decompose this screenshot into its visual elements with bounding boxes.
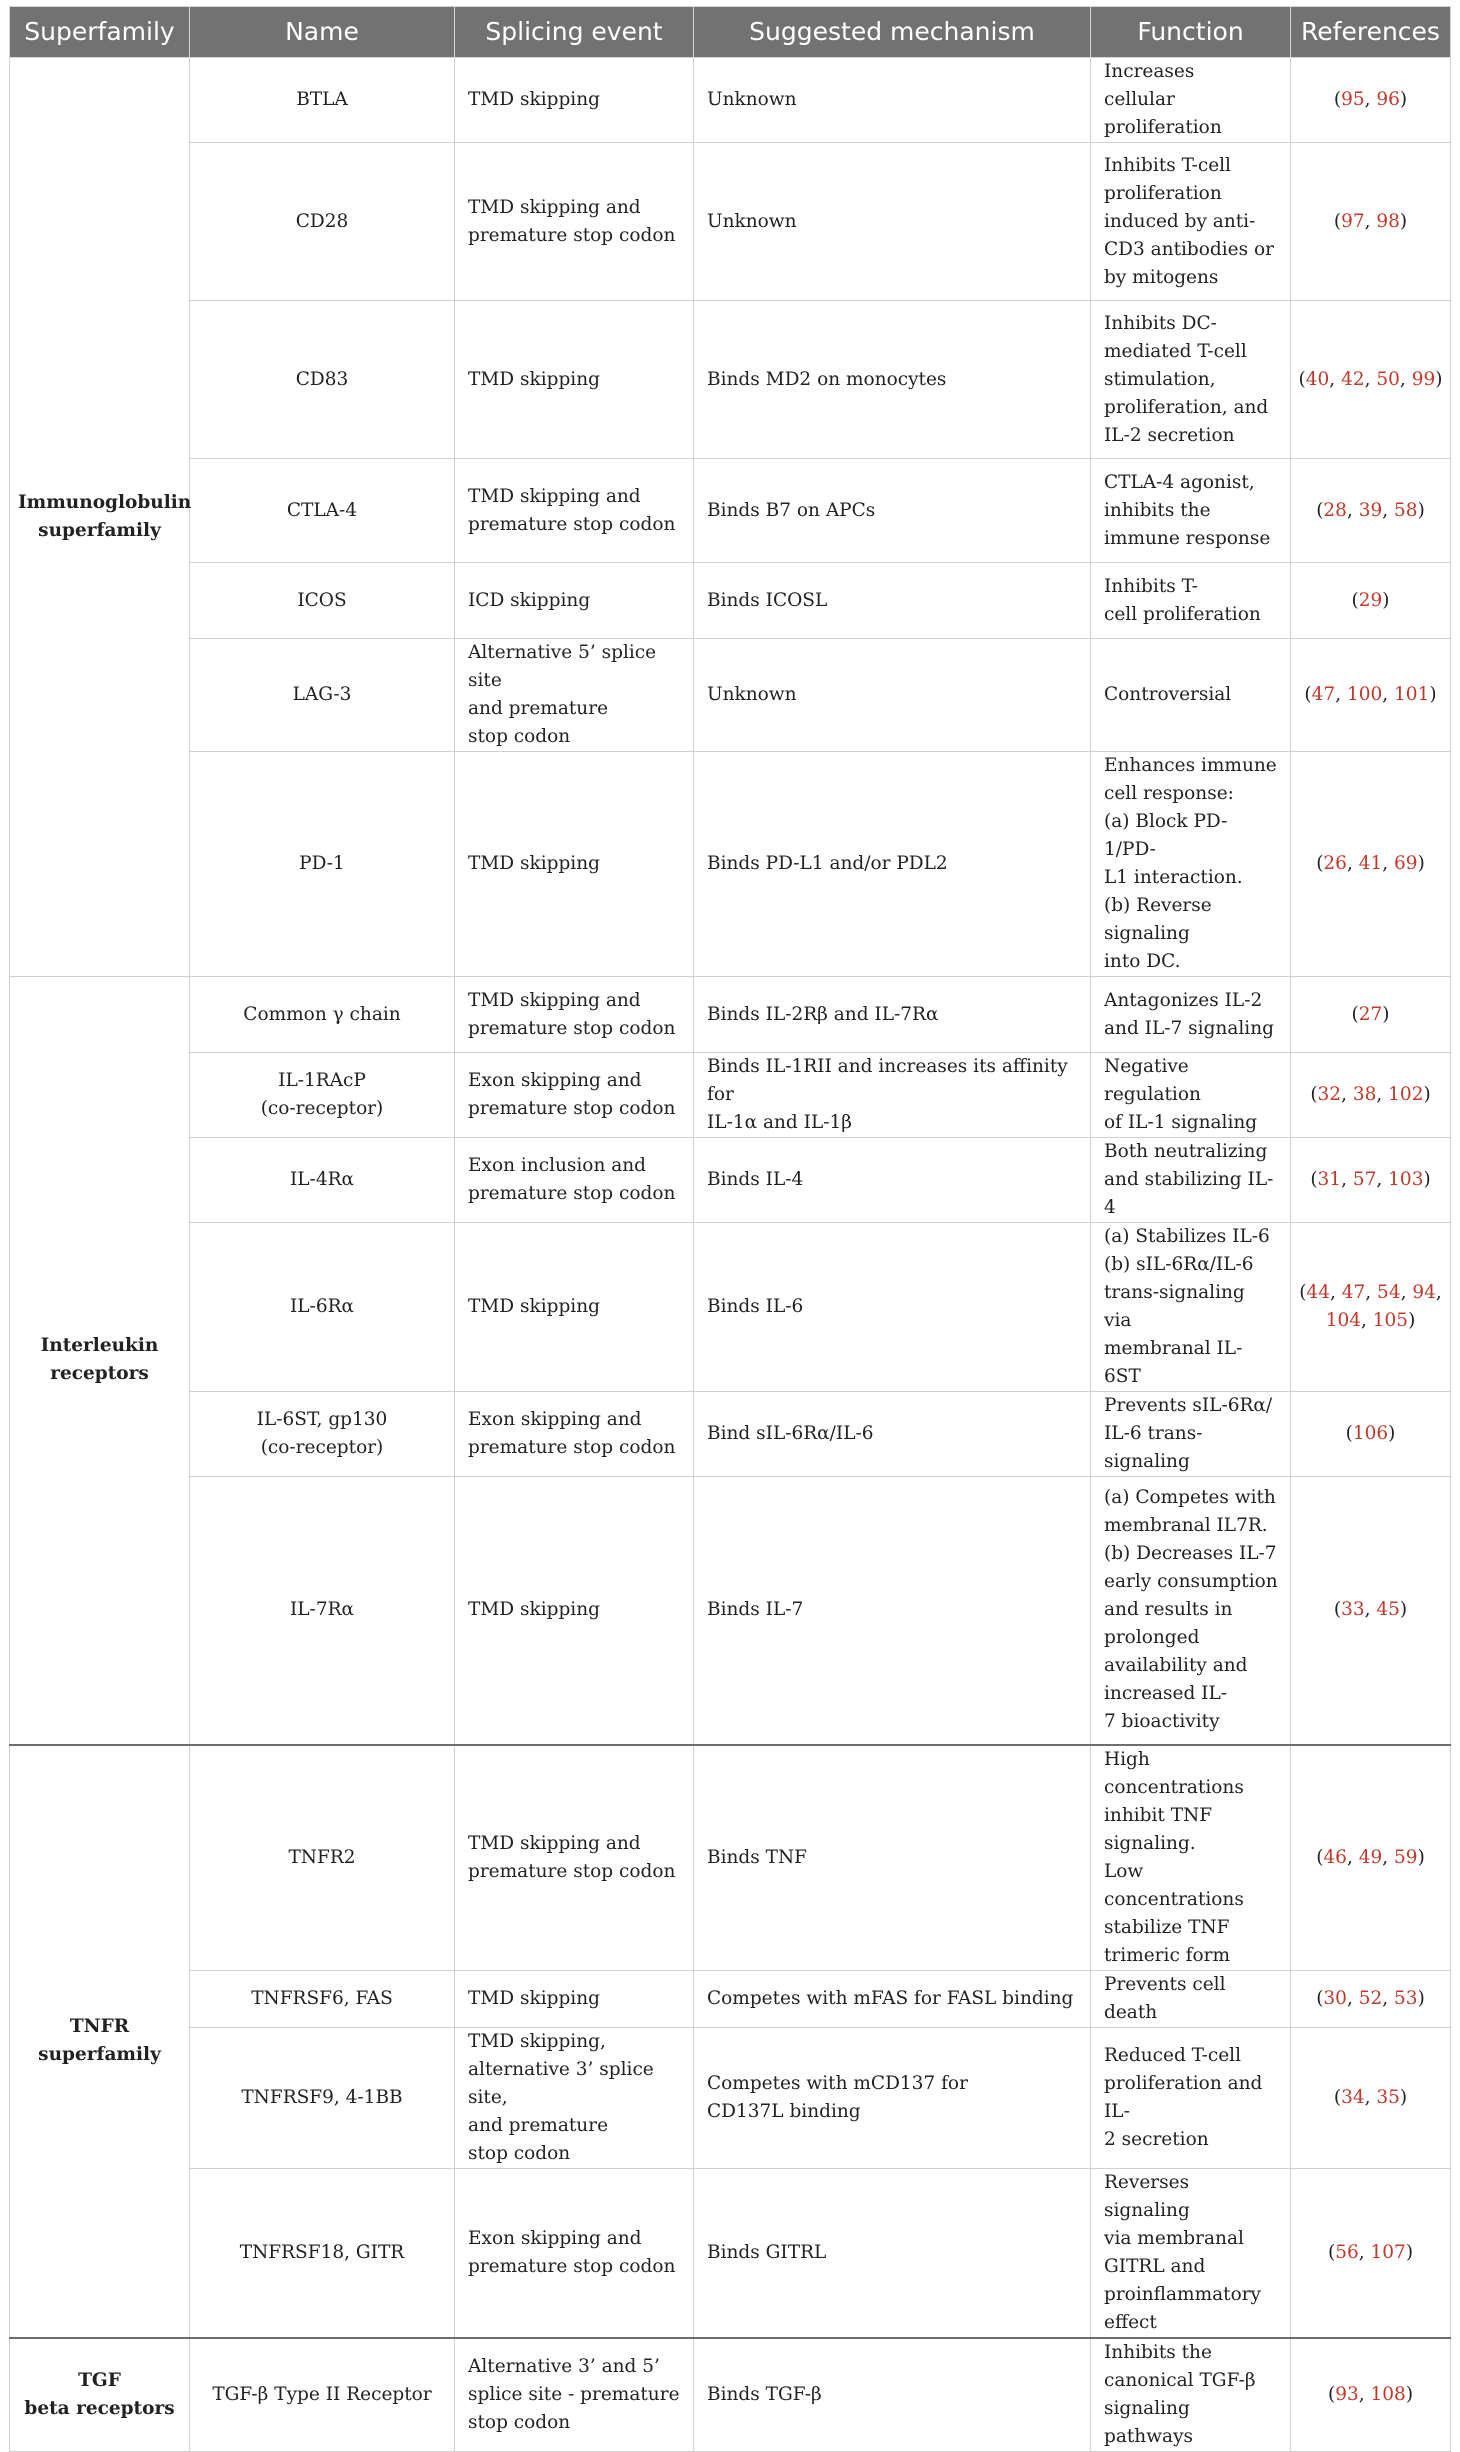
reference-link[interactable]: 38: [1352, 1084, 1377, 1105]
references-cell: (46, 49, 59): [1291, 1745, 1451, 1971]
mechanism-cell: Binds PD-L1 and/or PDL2: [694, 752, 1091, 977]
reference-link[interactable]: 94: [1412, 1282, 1436, 1303]
name-cell: TNFR2: [190, 1745, 455, 1971]
function-cell: Enhances immune cell response: (a) Block PD-1/PD- L1 interaction. (b) Reverse signaling into DC.: [1091, 752, 1291, 977]
table-row: [10, 639, 1451, 752]
name-cell: CD28: [190, 143, 455, 301]
table-row: [10, 1745, 1451, 1971]
function-cell: Reverses signaling via membranal GITRL and proinflammatory effect: [1091, 2168, 1291, 2338]
splicing-event-cell: Exon skipping and premature stop codon: [455, 1053, 694, 1138]
mechanism-cell: Binds TNF: [694, 1745, 1091, 1971]
mechanism-cell: Binds B7 on APCs: [694, 459, 1091, 563]
table-row: [10, 1138, 1451, 1223]
references-cell: (30, 52, 53): [1291, 1970, 1451, 2027]
reference-link[interactable]: 108: [1370, 2383, 1406, 2405]
references-cell: (47, 100, 101): [1291, 639, 1451, 752]
reference-link[interactable]: 54: [1377, 1282, 1401, 1303]
references-cell: (40, 42, 50, 99): [1291, 301, 1451, 459]
reference-link[interactable]: 101: [1394, 684, 1430, 705]
reference-link[interactable]: 52: [1358, 1987, 1383, 2009]
reference-link[interactable]: 46: [1323, 1846, 1347, 1868]
mechanism-cell: Competes with mFAS for FASL binding: [694, 1970, 1091, 2027]
header-row: [10, 7, 1451, 58]
mechanism-cell: Unknown: [694, 58, 1091, 143]
references-cell: (44, 47, 54, 94, 104, 105): [1291, 1223, 1451, 1392]
reference-link[interactable]: 44: [1306, 1282, 1330, 1303]
function-cell: CTLA-4 agonist, inhibits the immune response: [1091, 459, 1291, 563]
references-cell: (106): [1291, 1392, 1451, 1477]
name-cell: TNFRSF18, GITR: [190, 2168, 455, 2338]
references-cell: (33, 45): [1291, 1477, 1451, 1745]
superfamily-cell: Immunoglobulin superfamily: [10, 58, 190, 977]
function-cell: Inhibits T- cell proliferation: [1091, 563, 1291, 639]
splicing-event-cell: Exon skipping and premature stop codon: [455, 2168, 694, 2338]
function-cell: (a) Competes with membranal IL7R. (b) Decreases IL-7 early consumption and results in prolonged availability and increased IL- 7 bioactivity: [1091, 1477, 1291, 1745]
splicing-event-cell: Alternative 3’ and 5’ splice site - premature stop codon: [455, 2338, 694, 2452]
reference-link[interactable]: 49: [1358, 1846, 1383, 1868]
table-row: [10, 301, 1451, 459]
reference-link[interactable]: 45: [1376, 1599, 1400, 1621]
reference-link[interactable]: 26: [1323, 853, 1347, 874]
function-cell: Controversial: [1091, 639, 1291, 752]
splice-variants-table: [9, 6, 1451, 2452]
function-cell: Increases cellular proliferation: [1091, 58, 1291, 143]
header-name: Name: [190, 7, 455, 58]
header-references: References: [1291, 7, 1451, 58]
references-cell: (26, 41, 69): [1291, 752, 1451, 977]
table-row: [10, 1970, 1451, 2027]
name-cell: TNFRSF9, 4-1BB: [190, 2027, 455, 2168]
name-cell: IL-6ST, gp130 (co-receptor): [190, 1392, 455, 1477]
mechanism-cell: Binds IL-7: [694, 1477, 1091, 1745]
reference-link[interactable]: 103: [1388, 1169, 1424, 1190]
reference-link[interactable]: 102: [1388, 1084, 1424, 1105]
superfamily-cell: TGF beta receptors: [10, 2338, 190, 2452]
name-cell: Common γ chain: [190, 977, 455, 1053]
reference-link[interactable]: 27: [1358, 1003, 1383, 1025]
mechanism-cell: Binds IL-4: [694, 1138, 1091, 1223]
reference-link[interactable]: 69: [1394, 853, 1418, 874]
reference-link[interactable]: 29: [1358, 589, 1383, 611]
table-header: [10, 7, 1451, 58]
superfamily-cell: TNFR superfamily: [10, 1745, 190, 2338]
name-cell: IL-4Rα: [190, 1138, 455, 1223]
splicing-event-cell: Exon skipping and premature stop codon: [455, 1392, 694, 1477]
function-cell: Inhibits DC- mediated T-cell stimulation, proliferation, and IL-2 secretion: [1091, 301, 1291, 459]
references-cell: (28, 39, 58): [1291, 459, 1451, 563]
reference-link[interactable]: 96: [1376, 89, 1400, 110]
mechanism-cell: Unknown: [694, 143, 1091, 301]
reference-link[interactable]: 95: [1341, 89, 1365, 110]
splicing-event-cell: Exon inclusion and premature stop codon: [455, 1138, 694, 1223]
reference-link[interactable]: 106: [1352, 1423, 1389, 1444]
reference-link[interactable]: 30: [1323, 1987, 1347, 2009]
reference-link[interactable]: 93: [1335, 2383, 1359, 2405]
splicing-event-cell: TMD skipping and premature stop codon: [455, 977, 694, 1053]
function-cell: Antagonizes IL-2 and IL-7 signaling: [1091, 977, 1291, 1053]
header-superfamily: Superfamily: [10, 7, 190, 58]
header-splicing-event: Splicing event: [455, 7, 694, 58]
table-row: [10, 2338, 1451, 2452]
reference-link[interactable]: 34: [1341, 2086, 1365, 2108]
name-cell: TNFRSF6, FAS: [190, 1970, 455, 2027]
reference-link[interactable]: 99: [1411, 368, 1436, 390]
function-cell: Prevents cell death: [1091, 1970, 1291, 2027]
reference-link[interactable]: 100: [1346, 684, 1383, 705]
reference-link[interactable]: 41: [1358, 853, 1383, 874]
name-cell: CD83: [190, 301, 455, 459]
splicing-event-cell: TMD skipping: [455, 58, 694, 143]
reference-link[interactable]: 35: [1376, 2086, 1400, 2108]
mechanism-cell: Binds GITRL: [694, 2168, 1091, 2338]
splicing-event-cell: TMD skipping and premature stop codon: [455, 1745, 694, 1971]
splicing-event-cell: TMD skipping and premature stop codon: [455, 459, 694, 563]
table-row: [10, 1053, 1451, 1138]
mechanism-cell: Binds IL-1RII and increases its affinity for IL-1α and IL-1β: [694, 1053, 1091, 1138]
table-row: [10, 1477, 1451, 1745]
name-cell: ICOS: [190, 563, 455, 639]
table-row: [10, 2027, 1451, 2168]
reference-link[interactable]: 107: [1370, 2241, 1406, 2263]
splicing-event-cell: TMD skipping: [455, 752, 694, 977]
function-cell: Negative regulation of IL-1 signaling: [1091, 1053, 1291, 1138]
mechanism-cell: Unknown: [694, 639, 1091, 752]
table-row: [10, 563, 1451, 639]
reference-link[interactable]: 105: [1372, 1310, 1409, 1331]
header-function: Function: [1091, 7, 1291, 58]
name-cell: TGF-β Type II Receptor: [190, 2338, 455, 2452]
references-cell: (27): [1291, 977, 1451, 1053]
table-row: [10, 977, 1451, 1053]
references-cell: (34, 35): [1291, 2027, 1451, 2168]
function-cell: Reduced T-cell proliferation and IL- 2 secretion: [1091, 2027, 1291, 2168]
function-cell: Inhibits the canonical TGF-β signaling pathways: [1091, 2338, 1291, 2452]
references-cell: (56, 107): [1291, 2168, 1451, 2338]
reference-link[interactable]: 104: [1325, 1310, 1361, 1331]
reference-link[interactable]: 28: [1323, 499, 1347, 521]
table-row: [10, 143, 1451, 301]
reference-link[interactable]: 42: [1341, 368, 1365, 390]
table-row: [10, 2168, 1451, 2338]
table-row: [10, 1392, 1451, 1477]
splicing-event-cell: TMD skipping: [455, 1970, 694, 2027]
reference-link[interactable]: 58: [1394, 499, 1418, 521]
reference-link[interactable]: 31: [1317, 1169, 1342, 1190]
table-body: [10, 58, 1451, 2452]
splicing-event-cell: TMD skipping: [455, 1223, 694, 1392]
mechanism-cell: Binds MD2 on monocytes: [694, 301, 1091, 459]
references-cell: (31, 57, 103): [1291, 1138, 1451, 1223]
name-cell: LAG-3: [190, 639, 455, 752]
reference-link[interactable]: 53: [1394, 1987, 1418, 2009]
table-row: [10, 752, 1451, 977]
reference-link[interactable]: 39: [1358, 499, 1383, 521]
mechanism-cell: Binds TGF-β: [694, 2338, 1091, 2452]
name-cell: IL-6Rα: [190, 1223, 455, 1392]
mechanism-cell: Bind sIL-6Rα/IL-6: [694, 1392, 1091, 1477]
name-cell: IL-7Rα: [190, 1477, 455, 1745]
name-cell: PD-1: [190, 752, 455, 977]
table-row: [10, 58, 1451, 143]
mechanism-cell: Competes with mCD137 for CD137L binding: [694, 2027, 1091, 2168]
function-cell: High concentrations inhibit TNF signaling. Low concentrations stabilize TNF trimeric form: [1091, 1745, 1291, 1971]
function-cell: Both neutralizing and stabilizing IL-4: [1091, 1138, 1291, 1223]
reference-link[interactable]: 59: [1394, 1846, 1418, 1868]
references-cell: (95, 96): [1291, 58, 1451, 143]
references-cell: (93, 108): [1291, 2338, 1451, 2452]
reference-link[interactable]: 32: [1317, 1084, 1342, 1105]
reference-link[interactable]: 50: [1376, 368, 1400, 390]
reference-link[interactable]: 97: [1341, 210, 1365, 232]
reference-link[interactable]: 47: [1341, 1282, 1366, 1303]
name-cell: BTLA: [190, 58, 455, 143]
reference-link[interactable]: 56: [1335, 2241, 1359, 2263]
function-cell: Prevents sIL-6Rα/ IL-6 trans-signaling: [1091, 1392, 1291, 1477]
function-cell: Inhibits T-cell proliferation induced by anti- CD3 antibodies or by mitogens: [1091, 143, 1291, 301]
function-cell: (a) Stabilizes IL-6 (b) sIL-6Rα/IL-6 trans-signaling via membranal IL-6ST: [1091, 1223, 1291, 1392]
splicing-event-cell: TMD skipping: [455, 1477, 694, 1745]
table-row: [10, 1223, 1451, 1392]
reference-link[interactable]: 98: [1376, 210, 1400, 232]
mechanism-cell: Binds IL-2Rβ and IL-7Rα: [694, 977, 1091, 1053]
references-cell: (29): [1291, 563, 1451, 639]
mechanism-cell: Binds ICOSL: [694, 563, 1091, 639]
references-cell: (32, 38, 102): [1291, 1053, 1451, 1138]
reference-link[interactable]: 33: [1341, 1599, 1365, 1621]
mechanism-cell: Binds IL-6: [694, 1223, 1091, 1392]
references-cell: (97, 98): [1291, 143, 1451, 301]
header-suggested-mechanism: Suggested mechanism: [694, 7, 1091, 58]
splicing-event-cell: TMD skipping, alternative 3’ splice site, and premature stop codon: [455, 2027, 694, 2168]
splicing-event-cell: ICD skipping: [455, 563, 694, 639]
splicing-event-cell: TMD skipping and premature stop codon: [455, 143, 694, 301]
name-cell: CTLA-4: [190, 459, 455, 563]
name-cell: IL-1RAcP (co-receptor): [190, 1053, 455, 1138]
reference-link[interactable]: 40: [1305, 368, 1330, 390]
table-row: [10, 459, 1451, 563]
reference-link[interactable]: 47: [1311, 684, 1336, 705]
superfamily-cell: Interleukin receptors: [10, 977, 190, 1745]
splicing-event-cell: TMD skipping: [455, 301, 694, 459]
splicing-event-cell: Alternative 5’ splice site and premature stop codon: [455, 639, 694, 752]
reference-link[interactable]: 57: [1352, 1169, 1377, 1190]
